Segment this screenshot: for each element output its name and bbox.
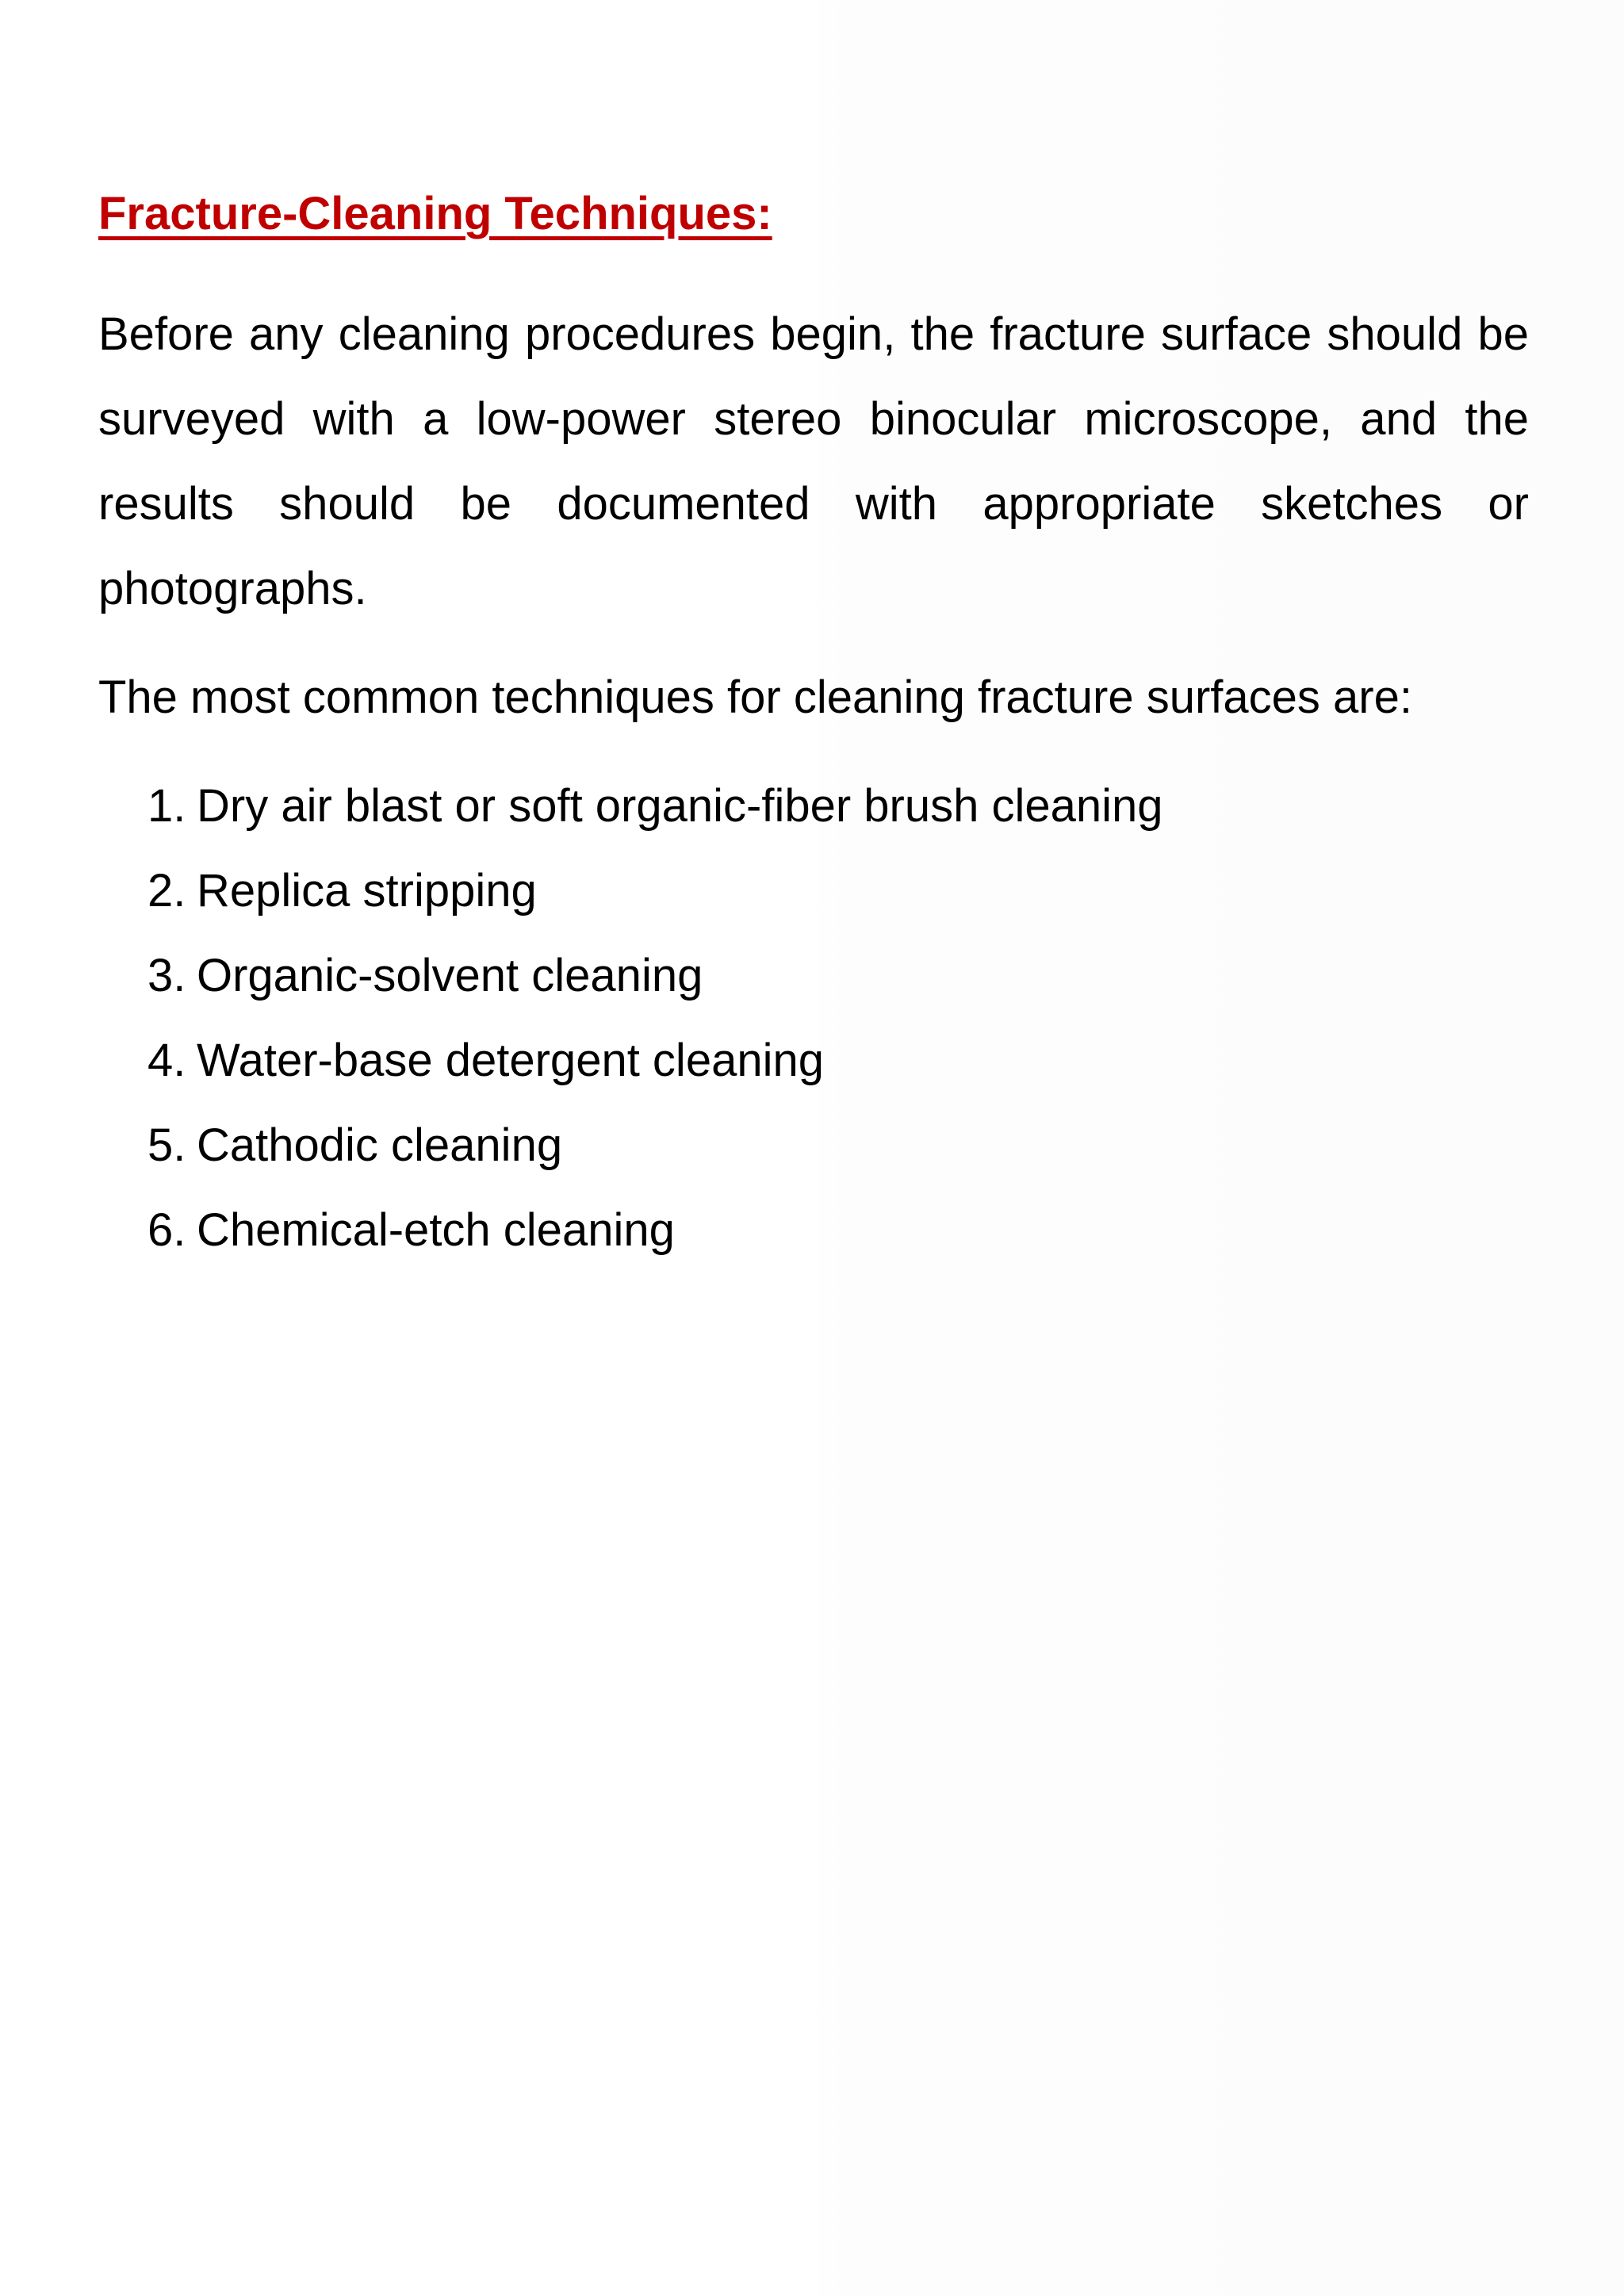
document-content — [98, 184, 1529, 1272]
intro-paragraph: Before any cleaning procedures begin, the fracture surface should be surveyed with a low-power stereo binocular microscope, and the results should be documented with appropriate sketches or photographs. — [98, 308, 1529, 614]
list-item — [98, 1188, 1529, 1272]
list-item-text: Cathodic cleaning — [197, 1119, 563, 1171]
list-item-text: Dry air blast or soft organic-fiber brush cleaning — [197, 780, 1163, 832]
list-item-number: 3. — [147, 950, 186, 1001]
list-item-number: 2. — [147, 865, 186, 916]
section-heading: Fracture-Cleaning Techniques: — [98, 188, 772, 239]
list-item — [98, 1103, 1529, 1188]
techniques-list — [98, 763, 1529, 1272]
list-item-number: 6. — [147, 1204, 186, 1256]
list-item — [98, 933, 1529, 1018]
list-item-number: 4. — [147, 1035, 186, 1086]
list-item-text: Water-base detergent cleaning — [197, 1035, 824, 1086]
list-item-text: Organic-solvent cleaning — [197, 950, 703, 1001]
list-item — [98, 848, 1529, 933]
list-item-number: 5. — [147, 1119, 186, 1171]
list-intro-paragraph: The most common techniques for cleaning fracture surfaces are: — [98, 672, 1412, 723]
list-item — [98, 1018, 1529, 1103]
list-item-number: 1. — [147, 780, 186, 832]
list-item-text: Chemical-etch cleaning — [197, 1204, 675, 1256]
list-item — [98, 763, 1529, 848]
list-item-text: Replica stripping — [197, 865, 537, 916]
